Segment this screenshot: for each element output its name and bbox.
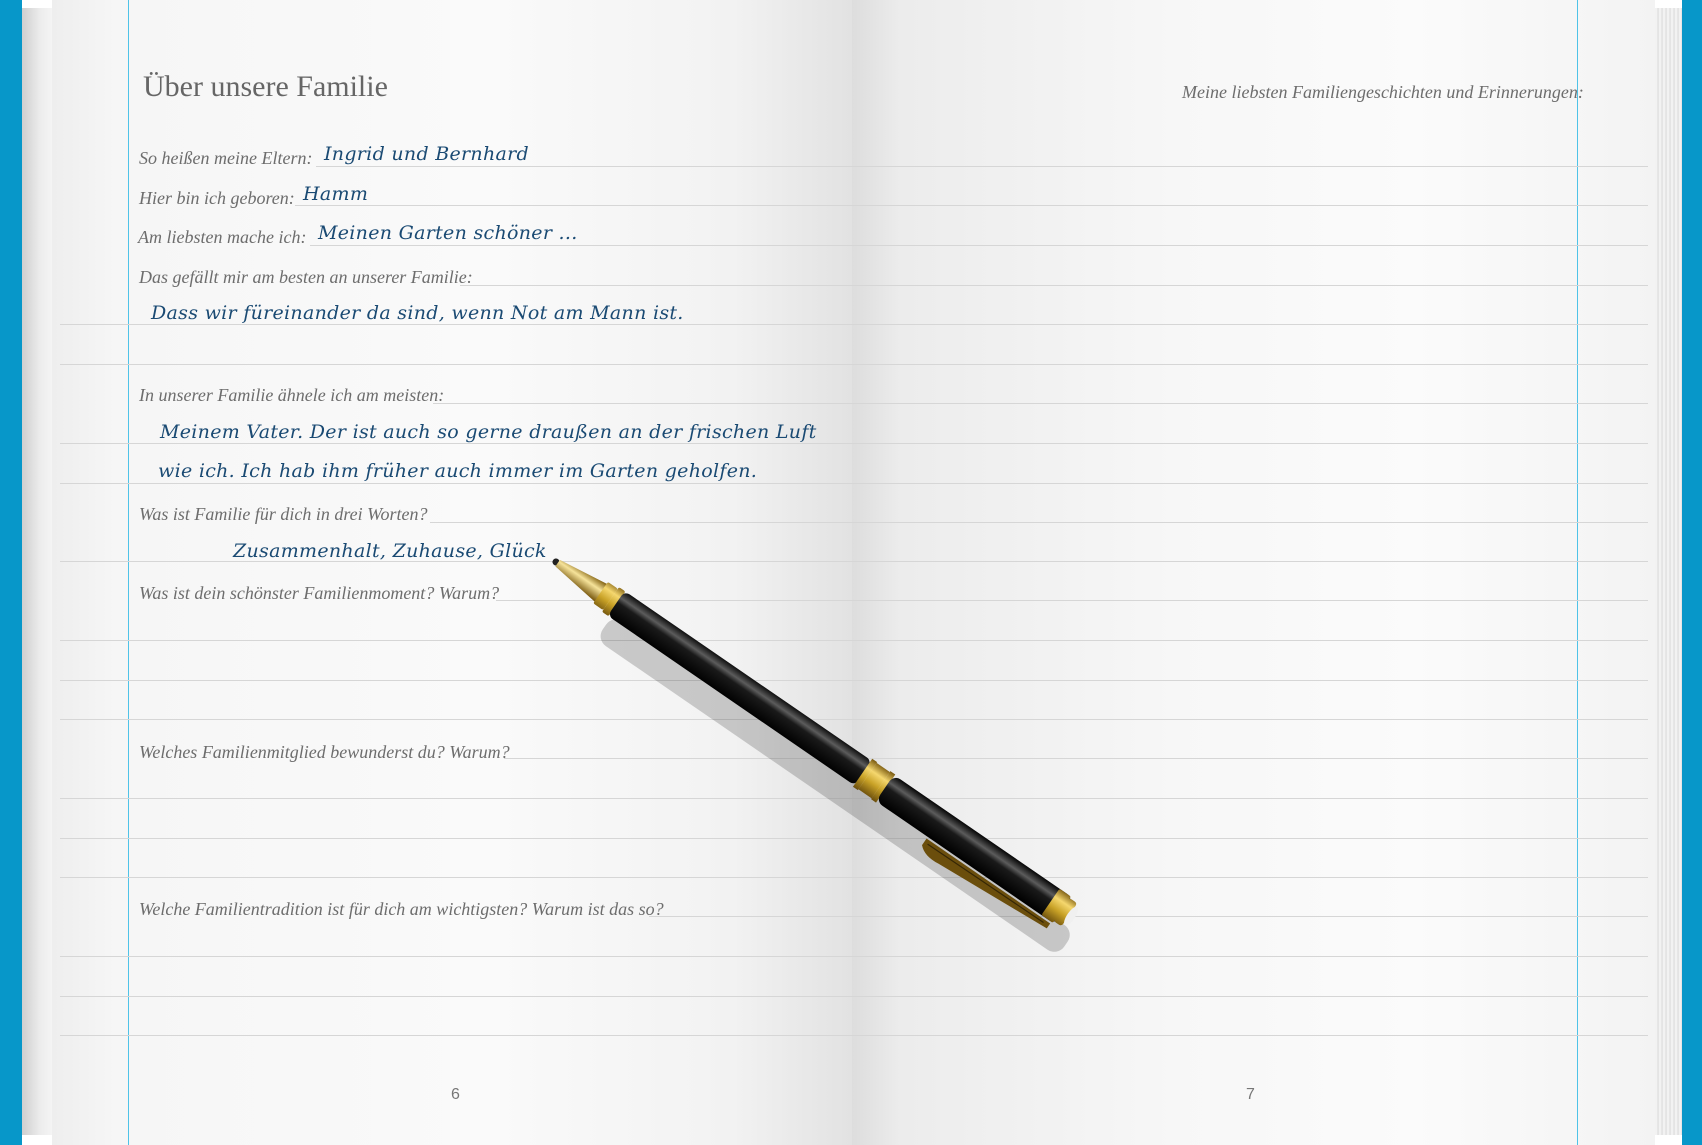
answer-resemblance-line1: Meinem Vater. Der ist auch so gerne draußen an der frischen Luft [160,421,817,443]
prompt-resemblance: In unserer Familie ähnele ich am meisten: [139,385,445,405]
prompt-admired-member: Welches Familienmitglied bewunderst du? Warum? [139,742,510,762]
prompt-parents: So heißen meine Eltern: [139,148,313,168]
prompt-family-three-words: Was ist Familie für dich in drei Worten? [139,504,428,524]
answer-family-three-words: Zusammenhalt, Zuhause, Glück [233,540,547,562]
page-title: Über unsere Familie [143,70,388,103]
answer-parents: Ingrid und Bernhard [324,143,529,165]
prompt-family-tradition: Welche Familientradition ist für dich am wichtigsten? Warum ist das so? [139,899,664,919]
prompt-family-best: Das gefällt mir am besten an unserer Familie: [139,267,473,287]
prompt-birthplace: Hier bin ich geboren: [139,188,295,208]
prompt-favorite-activity: Am liebsten mache ich: [138,227,307,247]
page-number-left: 6 [451,1086,460,1103]
answer-favorite-activity: Meinen Garten schöner ... [318,222,578,244]
prompt-best-moment: Was ist dein schönster Familienmoment? Warum? [139,583,500,603]
answer-family-best: Dass wir füreinander da sind, wenn Not am Mann ist. [151,302,684,324]
answer-birthplace: Hamm [303,183,369,205]
page-number-right: 7 [1246,1086,1255,1103]
memories-heading: Meine liebsten Familiengeschichten und Erinnerungen: [1182,82,1584,102]
answer-resemblance-line2: wie ich. Ich hab ihm früher auch immer im Garten geholfen. [158,460,758,482]
